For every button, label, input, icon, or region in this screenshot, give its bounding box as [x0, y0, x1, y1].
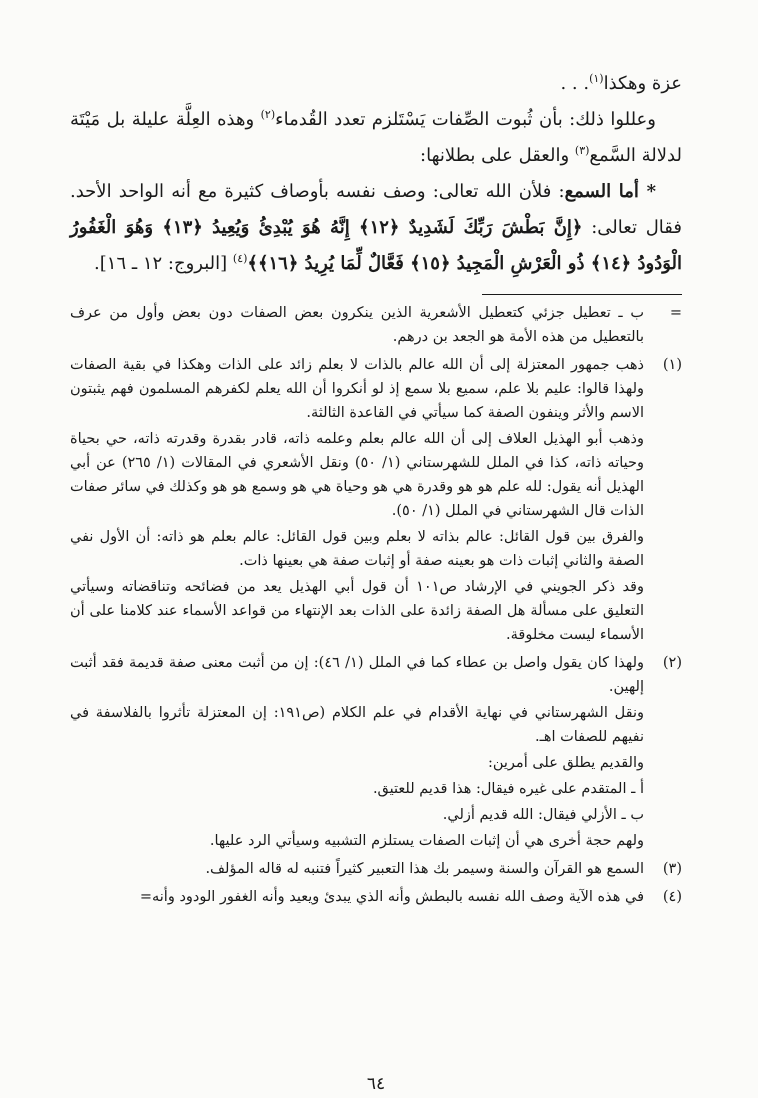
footnote-paragraph: ونقل الشهرستاني في نهاية الأقدام في علم الكلام (ص١٩١: إن المعتزلة تأثروا بالفلاسفة في نفيهم للصفات اهـ.	[70, 705, 645, 745]
footnote-paragraph: ب ـ تعطيل جزئي كتعطيل الأشعرية الذين ينكرون بعض الصفات دون بعض وأول من عرف بالتعطيل من هذه الأمة هو الجعد بن درهم.	[70, 305, 644, 345]
footnote-paragraph: ولهم حجة أخرى هي أن إثبات الصفات يستلزم التشبيه وسيأتي الرد عليها.	[209, 833, 644, 849]
footnote-paragraph: ذهب جمهور المعتزلة إلى أن الله عالم بالذات لا بعلم زائد على الذات وهكذا في بقية الصفات ولهذا قالوا: عليم بلا علم، سميع بلا سمع إذ لو أنكروا أن الله يعلم لكفرهم المسلمون فهم يثبتون الاسم والأثر وينفون الصفة كما سيأتي في القاعدة الثالثة.	[70, 357, 644, 421]
paragraph-evidence-sam	[70, 174, 682, 282]
footnote-paragraph: في هذه الآية وصف الله نفسه بالبطش وأنه الذي يبدئ ويعيد وأنه الغفور الودود وأنه=	[139, 889, 644, 905]
footnote-ref: (٣)	[574, 144, 590, 157]
paragraph-reasoning	[70, 102, 682, 174]
opening-fragment: عزة وهكذا(١). . .	[560, 66, 682, 102]
footnote-body	[70, 651, 644, 855]
footnote-body	[70, 857, 644, 883]
footnote-ref: (٢)	[260, 108, 276, 121]
footnote-paragraph: أ ـ المتقدم على غيره فيقال: هذا قديم للعتيق.	[372, 781, 644, 797]
footnote-body	[70, 885, 644, 911]
footnote-item	[70, 857, 682, 883]
section-lead: * أما السمع	[564, 181, 656, 202]
footnote-number: (٢)	[662, 655, 682, 671]
text-run: والعقل على بطلانها:	[420, 145, 575, 166]
footnote-item	[70, 301, 682, 351]
footnote-separator	[482, 294, 682, 295]
footnote-paragraph: وقد ذكر الجويني في الإرشاد ص١٠١ أن قول أبي الهذيل يعد من فضائحه وتناقضاته وسيأتي التعليق على مسألة هل الصفة زائدة على الذات بعد الإنتهاء من قواعد الأسماء عند كلامنا على أن الأسماء ليست مخلوقة.	[70, 579, 644, 643]
footnote-paragraph: ولهذا كان يقول واصل بن عطاء كما في الملل (١/ ٤٦): إن من أثبت معنى صفة قديمة فقد أثبت إلهين.	[70, 655, 645, 695]
footnote-item	[70, 885, 682, 911]
footnote-body	[70, 353, 644, 649]
main-text	[70, 66, 682, 282]
text-run: وهذه العِلَّة عليلة بل مَيْتَة لدلالة السَّمع	[70, 109, 682, 166]
footnote-body	[70, 301, 644, 351]
footnote-item	[70, 651, 682, 855]
footnotes	[70, 301, 682, 911]
footnote-number: =	[669, 305, 682, 321]
text-run: وعللوا ذلك: بأن ثُبوت الصِّفات يَسْتَلزم تعدد القُدماء	[275, 109, 656, 130]
footnote-paragraph: السمع هو القرآن والسنة وسيمر بك هذا التعبير كثيراً فتنبه له قاله المؤلف.	[205, 861, 644, 877]
footnote-paragraph: والفرق بين قول القائل: عالم بذاته لا بعلم وبين قول القائل: عالم بعلم هو ذاته: أن الأول نفي الصفة والثاني إثبات ذات هو بعينه صفة أو إثبات صفة هي بعينها ذات.	[70, 529, 644, 569]
quran-verse: ﴿إِنَّ بَطْشَ رَبِّكَ لَشَدِيدٌ ﴿١٢﴾ إِنَّهُ هُوَ يُبْدِئُ وَيُعِيدُ ﴿١٣﴾ وَهُوَ الْغَفُورُ الْوَدُودُ ﴿١٤﴾ ذُو الْعَرْشِ الْمَجِيدُ ﴿١٥﴾ فَعَّالٌ لِّمَا يُرِيدُ ﴿١٦﴾﴾	[70, 217, 682, 274]
page	[70, 66, 682, 1094]
footnote-item	[70, 353, 682, 649]
ellipsis: . . .	[560, 73, 590, 94]
footnote-number: (٤)	[662, 889, 682, 905]
footnote-paragraph: وذهب أبو الهذيل العلاف إلى أن الله عالم بعلم وعلمه ذاته، قادر بقدرة وقدرته ذاته، حي بحياة وحياته ذاته، كذا في الملل للشهرستاني (١/ ٥٠) ونقل الأشعري في المقالات (١/ ٢٦٥) عن أبي الهذيل أنه يقول: لله علم هو هو وقدرة هي هو وحياة هي هو وسمع هو هو وكذلك في سائر صفات الذات قال الشهرستاني في الملل (١/ ٥٠).	[70, 431, 644, 519]
footnote-paragraph: ب ـ الأزلي فيقال: الله قديم أزلي.	[442, 807, 644, 823]
footnote-ref: (٤)	[232, 252, 248, 265]
text-run: [البروج: ١٢ ـ ١٦].	[94, 253, 233, 274]
footnote-paragraph: والقديم يطلق على أمرين:	[487, 755, 644, 771]
opening-line	[70, 66, 682, 102]
page-number: ٦٤	[366, 1074, 386, 1094]
footnote-number: (٣)	[662, 861, 682, 877]
footnote-number: (١)	[662, 357, 682, 373]
text-run: : فلأن الله تعالى: وصف نفسه بأوصاف كثيرة مع أنه الواحد الأحد. فقال تعالى:	[70, 181, 682, 238]
